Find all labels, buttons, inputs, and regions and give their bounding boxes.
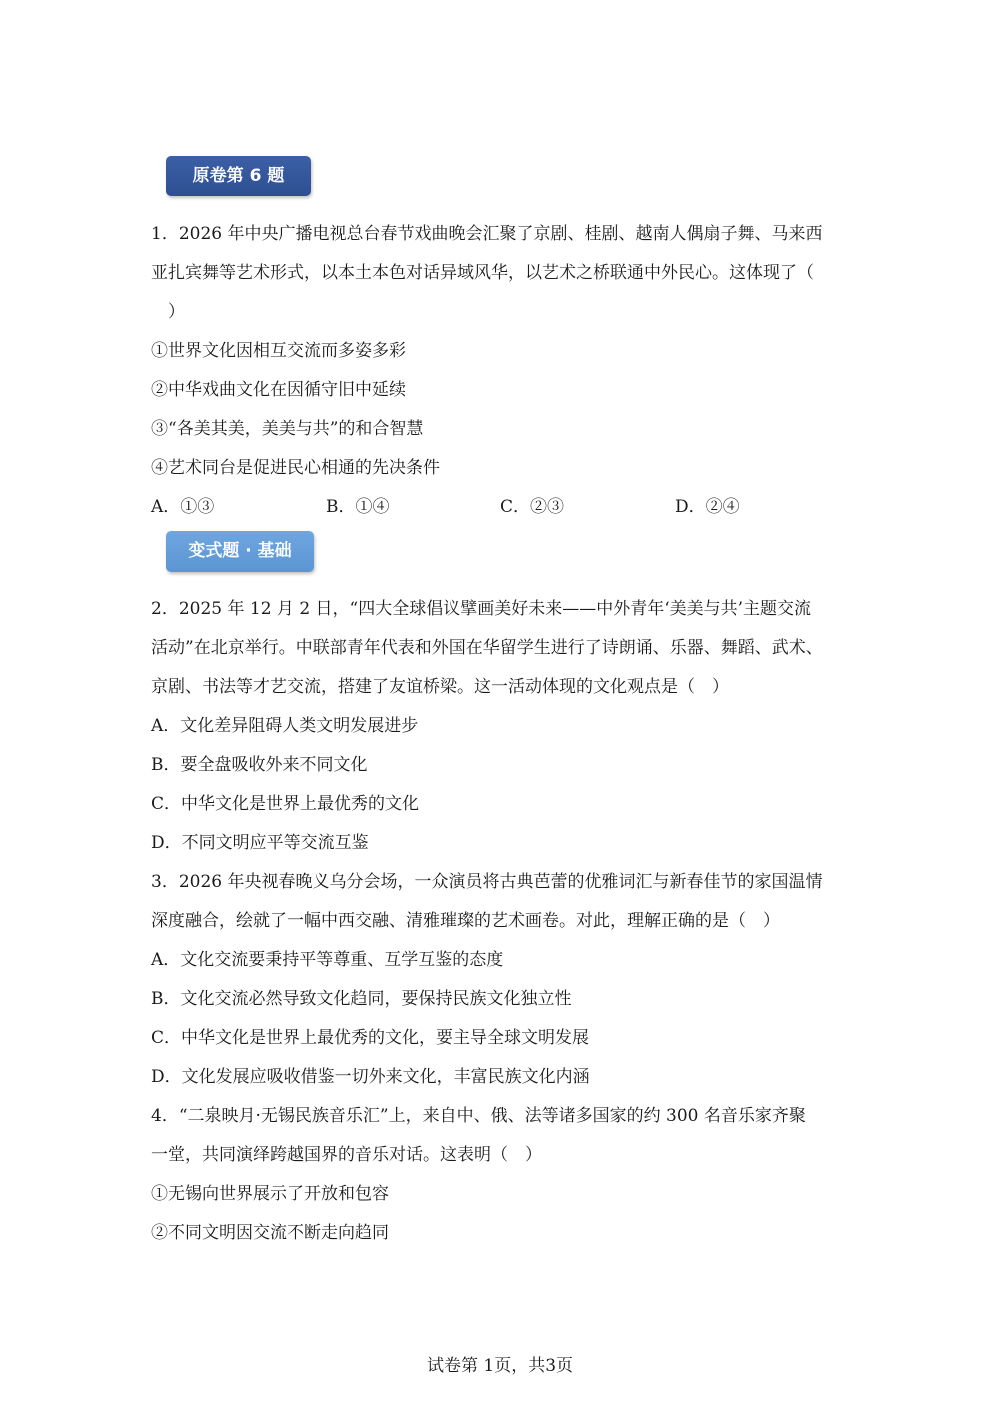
q3-option-d: D．文化发展应吸收借鉴一切外来文化，丰富民族文化内涵 — [151, 1067, 590, 1087]
q2-stem-line-3: 京剧、书法等才艺交流，搭建了友谊桥梁。这一活动体现的文化观点是（ ） — [151, 677, 729, 697]
q3-option-c: C．中华文化是世界上最优秀的文化，要主导全球文明发展 — [151, 1028, 590, 1048]
q2-option-b: B．要全盘吸收外来不同文化 — [151, 755, 368, 775]
page-footer: 试卷第 1页，共3页 — [426, 1356, 574, 1376]
q3-stem-line-2: 深度融合，绘就了一幅中西交融、清雅璀璨的艺术画卷。对此，理解正确的是（ ） — [151, 911, 780, 931]
q2-option-d: D．不同文明应平等交流互鉴 — [151, 833, 369, 853]
original-question-badge: 原卷第 6 题 — [166, 156, 311, 196]
q2-option-a: A．文化差异阻碍人类文明发展进步 — [151, 716, 419, 736]
q4-stem-line-1: 4．“二泉映月·无锡民族音乐汇”上，来自中、俄、法等诸多国家的约 300 名音乐家齐聚 — [151, 1106, 806, 1126]
q2-option-c: C．中华文化是世界上最优秀的文化 — [151, 794, 420, 814]
q3-stem-line-1: 3．2026 年央视春晚义乌分会场，一众演员将古典芭蕾的优雅词汇与新春佳节的家国温情 — [151, 872, 823, 892]
q1-stem-line-2: 亚扎宾舞等艺术形式，以本土本色对话异域风华，以艺术之桥联通中外民心。这体现了（ — [151, 263, 814, 283]
variant-question-badge: 变式题 · 基础 — [166, 531, 314, 572]
q4-stem-line-2: 一堂，共同演绎跨越国界的音乐对话。这表明（ ） — [151, 1145, 542, 1165]
q1-stem-line-1: 1．2026 年中央广播电视总台春节戏曲晚会汇聚了京剧、桂剧、越南人偶扇子舞、马来西 — [151, 224, 823, 244]
q1-option-d: D．②④ — [675, 497, 740, 517]
q1-options — [151, 495, 851, 519]
q2-stem-line-2: 活动”在北京举行。中联部青年代表和外国在华留学生进行了诗朗诵、乐器、舞蹈、武术、 — [151, 638, 823, 658]
q1-stem-line-3: ） — [151, 302, 185, 322]
q1-statement-3: ③“各美其美，美美与共”的和合智慧 — [151, 419, 424, 439]
q1-option-c: C．②③ — [500, 497, 565, 517]
q1-option-b: B．①④ — [326, 497, 390, 517]
q3-option-b: B．文化交流必然导致文化趋同，要保持民族文化独立性 — [151, 989, 572, 1009]
q1-statement-4: ④艺术同台是促进民心相通的先决条件 — [151, 458, 440, 478]
q4-statement-2: ②不同文明因交流不断走向趋同 — [151, 1223, 389, 1243]
q1-option-a: A．①③ — [151, 497, 215, 517]
q1-statement-2: ②中华戏曲文化在因循守旧中延续 — [151, 380, 406, 400]
q4-statement-1: ①无锡向世界展示了开放和包容 — [151, 1184, 389, 1204]
q1-statement-1: ①世界文化因相互交流而多姿多彩 — [151, 341, 406, 361]
q3-option-a: A．文化交流要秉持平等尊重、互学互鉴的态度 — [151, 950, 504, 970]
q2-stem-line-1: 2．2025 年 12 月 2 日，“四大全球倡议擘画美好未来——中外青年‘美美与共’主题交流 — [151, 599, 812, 619]
